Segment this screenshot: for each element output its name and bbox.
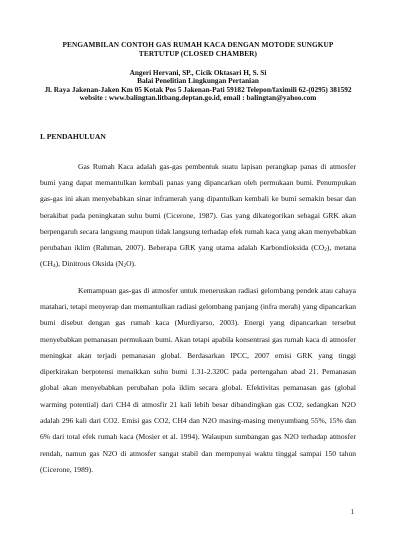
page-number: 1: [350, 508, 354, 516]
author-block: [40, 69, 356, 103]
paragraph-1-text-c: ), Dinitrous Oksida (N: [55, 259, 124, 269]
paper-title: [40, 40, 356, 58]
website-label: website :: [79, 93, 109, 103]
author-institution: Balai Penelitian Lingkungan Pertanian: [137, 76, 259, 86]
paragraph-1-text-d: O).: [126, 259, 136, 269]
author-names: Angeri Hervani, SP., Cicik Oktasari H, S. Si: [129, 68, 267, 77]
section-heading: I. PENDAHULUAN: [40, 131, 106, 141]
title-line-1: PENGAMBILAN CONTOH GAS RUMAH KACA DENGAN MOTODE SUNGKUP: [62, 40, 334, 49]
subscript-n2o: 2: [123, 263, 127, 270]
paragraph-1-text-a: Gas Rumah Kaca adalah gas-gas pembentuk suatu lapisan perangkap panas di atmosfer bumi yang dapat memantulkan kembali panas yang dipancarkan oleh permukaan bumi. Penumpukan gas-gas ini akan menyebabkan sinar inframerah yang dipantulkan kembali ke bumi semakin besar dan berakibat pada peningkatan suhu bumi (Cicerone, 1987). Gas yang dikategorikan sebagai GRK akan berpengaruh secara langsung maupun tidak langsung terhadap efek rumah kaca yang akan menyebabkan perubahan iklim (Rahman, 2007). Beberapa GRK yang utama adalah Karbondioksida (CO: [40, 161, 357, 253]
author-address: Jl. Raya Jakenan-Jaken Km 05 Kotak Pos 5 Jakenan-Pati 59182 Telepon/faximili 62-(0295) 381592: [44, 84, 352, 94]
paragraph-1-text-b: ), metana (CH: [40, 243, 356, 269]
contact-line: [40, 94, 356, 102]
email-label: , email :: [219, 93, 247, 103]
website-link[interactable]: www.balingtan.litbang.deptan.go.id: [108, 93, 220, 103]
subscript-co2: 2: [324, 247, 327, 254]
subscript-ch4: 4: [53, 263, 56, 270]
paragraph-1: [40, 159, 356, 273]
title-line-2: TERTUTUP (CLOSED CHAMBER): [138, 49, 258, 58]
paragraph-2: Kemampuan gas-gas di atmosfer untuk meneruskan radiasi gelombang pendek atau cahaya matahari, tetapi menyerap dan memantulkan radiasi gelombang panjang (infra merah) yang dipancarkan bumi disebut dengan gas rumah kaca (Murdiyarso, 2003). Energi yang dipancarkan tersebut menyebabkan pemanasan permukaan bumi. Akan tetapi apabila konsentrasi gas rumah kaca di atmosfer meningkat akan terjadi pemanasan global. Berdasarkan IPCC, 2007 emisi GRK yang tinggi diperkirakan berpotensi menaikkan suhu bumi 1.31-2.320C pada pertengahan abad 21. Pemanasan global akan menyebabkan perubahan pola iklim secara global. Efektivitas pemanasan gas (global warming potential) dari CH4 di atmosfir 21 kali lebih besar dibandingkan gas CO2, sedangkan N2O adalah 296 kali dari CO2. Emisi gas CO2, CH4 dan N2O masing-masing menyumbang 55%, 15% dan 6% dari total efek rumah kaca (Mosier et al. 1994). Walaupun sumbangan gas N2O terhadap atmosfer rendah, namun gas N2O di atmosfer sangat stabil dan mempunyai waktu tinggal sampai 150 tahun (Cicerone, 1989).: [40, 285, 356, 474]
email-link[interactable]: balingtan@yahoo.com: [246, 93, 317, 103]
